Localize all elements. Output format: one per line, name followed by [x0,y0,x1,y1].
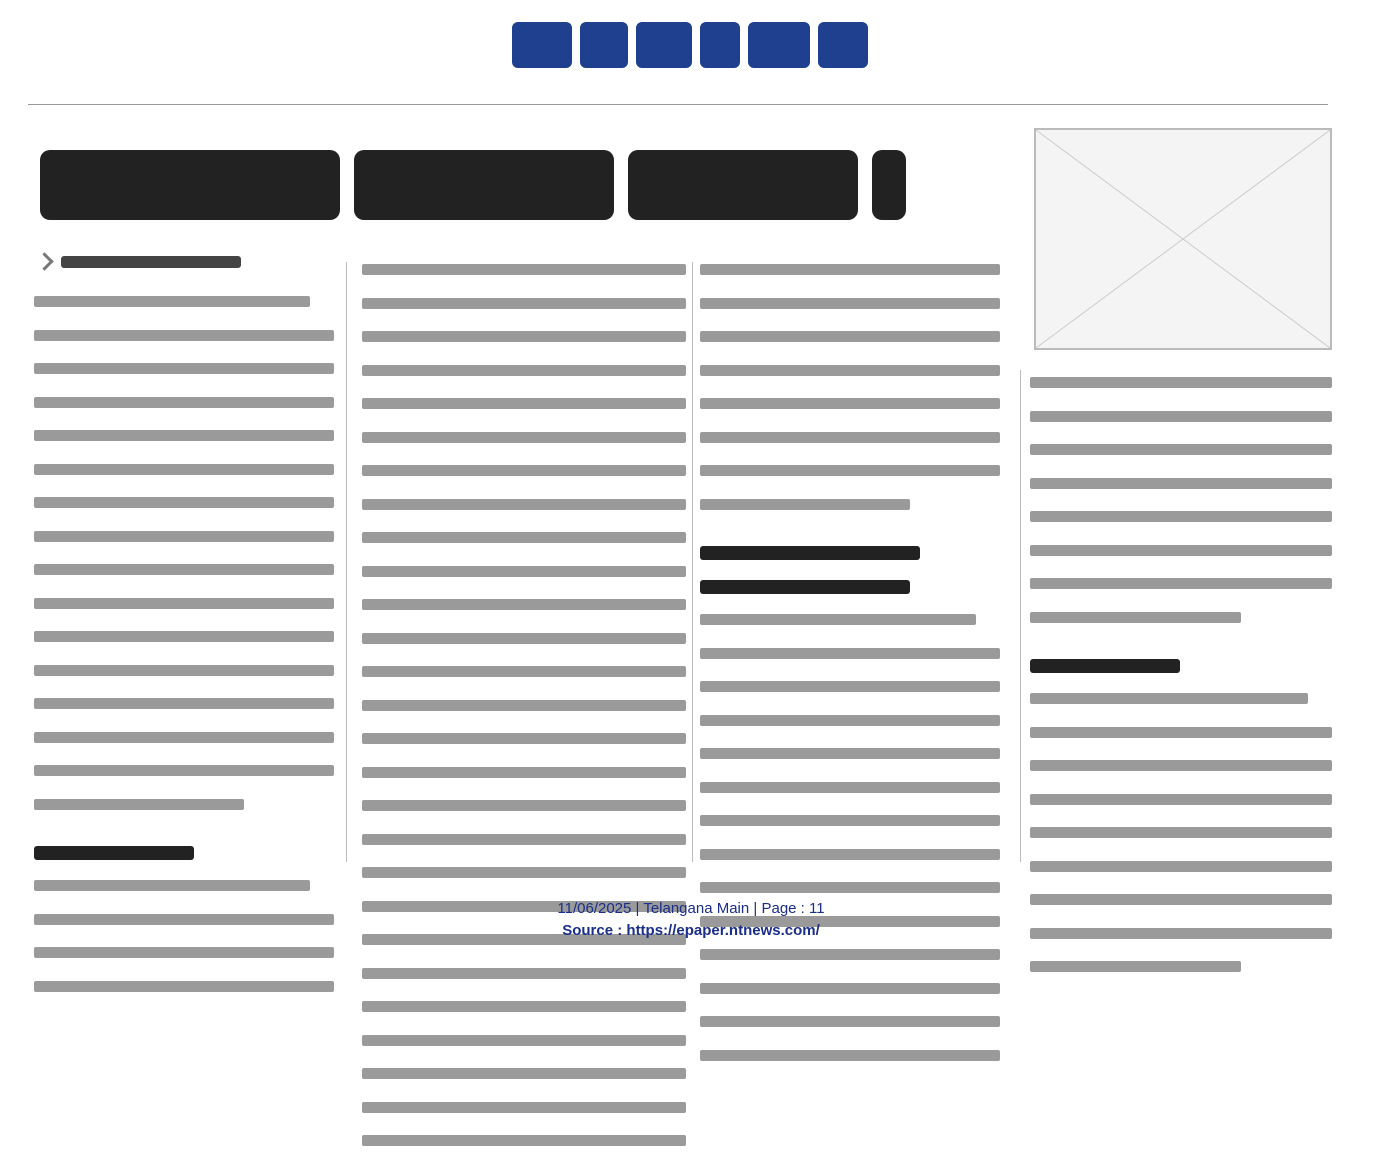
column-1-subhead [34,846,194,860]
continuation-byline [38,255,241,268]
column-4-subhead [1030,659,1180,673]
column-3-subhead-line1 [700,546,920,560]
column-2 [362,264,686,1169]
footer-source-line: Source : https://epaper.ntnews.com/ [562,922,820,939]
headline [40,130,1000,240]
masthead-divider [28,104,1328,105]
column-divider [346,262,347,862]
column-3-subhead-line2 [700,580,910,594]
column-divider [692,262,693,862]
column-3 [700,264,1000,1083]
footer-edition-line: 11/06/2025 | Telangana Main | Page : 11 [557,900,825,917]
masthead-logo [480,14,900,76]
column-divider [1020,370,1021,862]
chevron-right-icon [35,252,53,270]
cartoon-illustration [1034,128,1332,350]
